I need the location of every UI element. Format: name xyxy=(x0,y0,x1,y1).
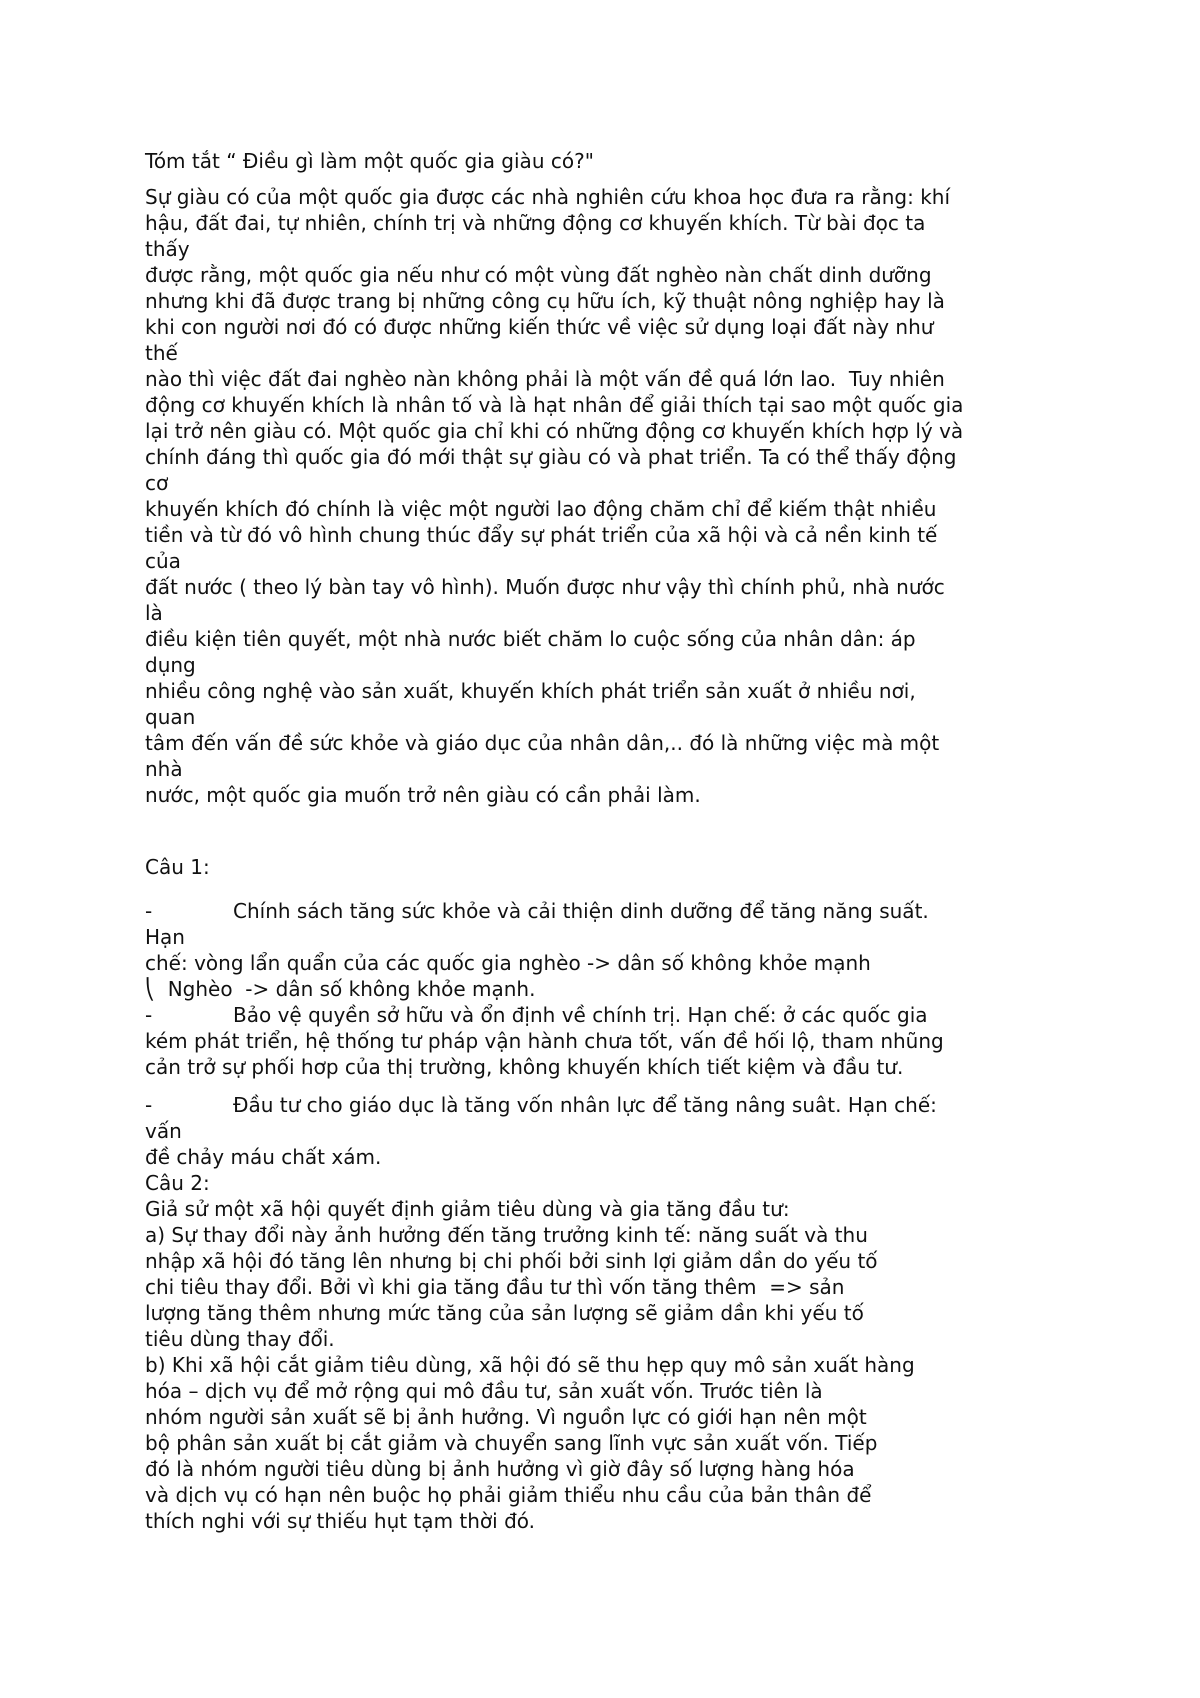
summary-line: hậu, đất đai, tự nhiên, chính trị và những động cơ khuyến khích. Từ bài đọc ta xyxy=(145,211,926,235)
question-2-line: lượng tăng thêm nhưng mức tăng của sản lượng sẽ giảm dần khi yếu tố xyxy=(145,1301,864,1325)
summary-line: của xyxy=(145,549,181,573)
summary-line: là xyxy=(145,601,163,625)
summary-line: tiền và từ đó vô hình chung thúc đẩy sự phát triển của xã hội và cả nền kinh tế xyxy=(145,523,938,547)
summary-paragraph xyxy=(145,184,1075,808)
summary-line: Sự giàu có của một quốc gia được các nhà nghiên cứu khoa học đưa ra rằng: khí xyxy=(145,185,951,209)
question-2-line: b) Khi xã hội cắt giảm tiêu dùng, xã hội đó sẽ thu hẹp quy mô sản xuất hàng xyxy=(145,1353,915,1377)
question-1-heading: Câu 1: xyxy=(145,855,210,879)
list-item xyxy=(145,898,1075,1002)
document-title: Tóm tắt “ Điều gì làm một quốc gia giàu có?" xyxy=(145,149,594,173)
question-2-line: đó là nhóm người tiêu dùng bị ảnh hưởng vì giờ đây số lượng hàng hóa xyxy=(145,1457,855,1481)
summary-line: nhà xyxy=(145,757,183,781)
summary-line: nào thì việc đất đai nghèo nàn không phải là một vấn đề quá lớn lao. Tuy nhiên xyxy=(145,367,945,391)
dash-bullet: - xyxy=(145,1003,153,1027)
dash-bullet: - xyxy=(145,1093,153,1117)
question-2-line: hóa – dịch vụ để mở rộng qui mô đầu tư, sản xuất vốn. Trước tiên là xyxy=(145,1379,823,1403)
question-2-section xyxy=(145,1170,1075,1534)
list-item-text: Đầu tư cho giáo dục là tăng vốn nhân lực để tăng nâng suât. Hạn chế: xyxy=(233,1093,937,1117)
summary-line: lại trở nên giàu có. Một quốc gia chỉ khi có những động cơ khuyến khích hợp lý và xyxy=(145,419,964,443)
list-item xyxy=(145,1092,1075,1170)
question-2-line: bộ phân sản xuất bị cắt giảm và chuyển sang lĩnh vực sản xuất vốn. Tiếp xyxy=(145,1431,878,1455)
question-2-heading: Câu 2: xyxy=(145,1171,210,1195)
list-item-text: Chính sách tăng sức khỏe và cải thiện dinh dưỡng để tăng năng suất. xyxy=(233,899,929,923)
summary-line: nhiều công nghệ vào sản xuất, khuyến khích phát triển sản xuất ở nhiều nơi, xyxy=(145,679,916,703)
summary-line: đất nước ( theo lý bàn tay vô hình). Muốn được như vậy thì chính phủ, nhà nước xyxy=(145,575,945,599)
question-2-line: thích nghi với sự thiếu hụt tạm thời đó. xyxy=(145,1509,536,1533)
list-item xyxy=(145,1002,1075,1080)
summary-line: nước, một quốc gia muốn trở nên giàu có cần phải làm. xyxy=(145,783,701,807)
list-item-text: Bảo vệ quyền sở hữu và ổn định về chính trị. Hạn chế: ở các quốc gia xyxy=(233,1003,928,1027)
summary-line: tâm đến vấn đề sức khỏe và giáo dục của nhân dân,.. đó là những việc mà một xyxy=(145,731,940,755)
question-2-line: chi tiêu thay đổi. Bởi vì khi gia tăng đầu tư thì vốn tăng thêm => sản xyxy=(145,1275,845,1299)
question-2-line: nhập xã hội đó tăng lên nhưng bị chi phối bởi sinh lợi giảm dần do yếu tố xyxy=(145,1249,878,1273)
list-item-text: Hạn xyxy=(145,925,185,949)
summary-line: thấy xyxy=(145,237,190,261)
summary-line: chính đáng thì quốc gia đó mới thật sự giàu có và phat triển. Ta có thể thấy động xyxy=(145,445,957,469)
list-item-text: cản trở sự phối hơp của thị trường, không khuyến khích tiết kiệm và đầu tư. xyxy=(145,1055,904,1079)
summary-line: thế xyxy=(145,341,178,365)
summary-line: được rằng, một quốc gia nếu như có một vùng đất nghèo nàn chất dinh dưỡng xyxy=(145,263,932,287)
summary-line: động cơ khuyến khích là nhân tố và là hạt nhân để giải thích tại sao một quốc gia xyxy=(145,393,964,417)
summary-line: khi con người nơi đó có được những kiến thức về việc sử dụng loại đất này như xyxy=(145,315,934,339)
summary-line: nhưng khi đã được trang bị những công cụ hữu ích, kỹ thuật nông nghiệp hay là xyxy=(145,289,945,313)
question-2-line: và dịch vụ có hạn nên buộc họ phải giảm thiểu nhu cầu của bản thân để xyxy=(145,1483,872,1507)
document-body xyxy=(145,148,1075,1534)
summary-line: khuyến khích đó chính là việc một người lao động chăm chỉ để kiếm thật nhiều xyxy=(145,497,937,521)
summary-line: quan xyxy=(145,705,196,729)
list-item-text: kém phát triển, hệ thống tư pháp vận hành chưa tốt, vấn đề hối lộ, tham nhũng xyxy=(145,1029,944,1053)
question-2-line: a) Sự thay đổi này ảnh hưởng đến tăng trưởng kinh tế: năng suất và thu xyxy=(145,1223,868,1247)
summary-line: điều kiện tiên quyết, một nhà nước biết chăm lo cuộc sống của nhân dân: áp xyxy=(145,627,916,651)
question-2-line: nhóm người sản xuất sẽ bị ảnh hưởng. Vì nguồn lực có giới hạn nên một xyxy=(145,1405,867,1429)
question-1-section xyxy=(145,854,1075,1170)
summary-line: cơ xyxy=(145,471,169,495)
list-item-text: đề chảy máu chất xám. xyxy=(145,1145,382,1169)
list-item-text: vấn xyxy=(145,1119,182,1143)
question-2-line: tiêu dùng thay đổi. xyxy=(145,1327,335,1351)
question-2-line: Giả sử một xã hội quyết định giảm tiêu dùng và gia tăng đầu tư: xyxy=(145,1197,790,1221)
list-item-text: chế: vòng lẩn quẩn của các quốc gia nghèo -> dân số không khỏe mạnh xyxy=(145,951,871,975)
summary-line: dụng xyxy=(145,653,196,677)
list-item-text: ⎝ Nghèo -> dân số không khỏe mạnh. xyxy=(145,977,536,1001)
dash-bullet: - xyxy=(145,899,153,923)
